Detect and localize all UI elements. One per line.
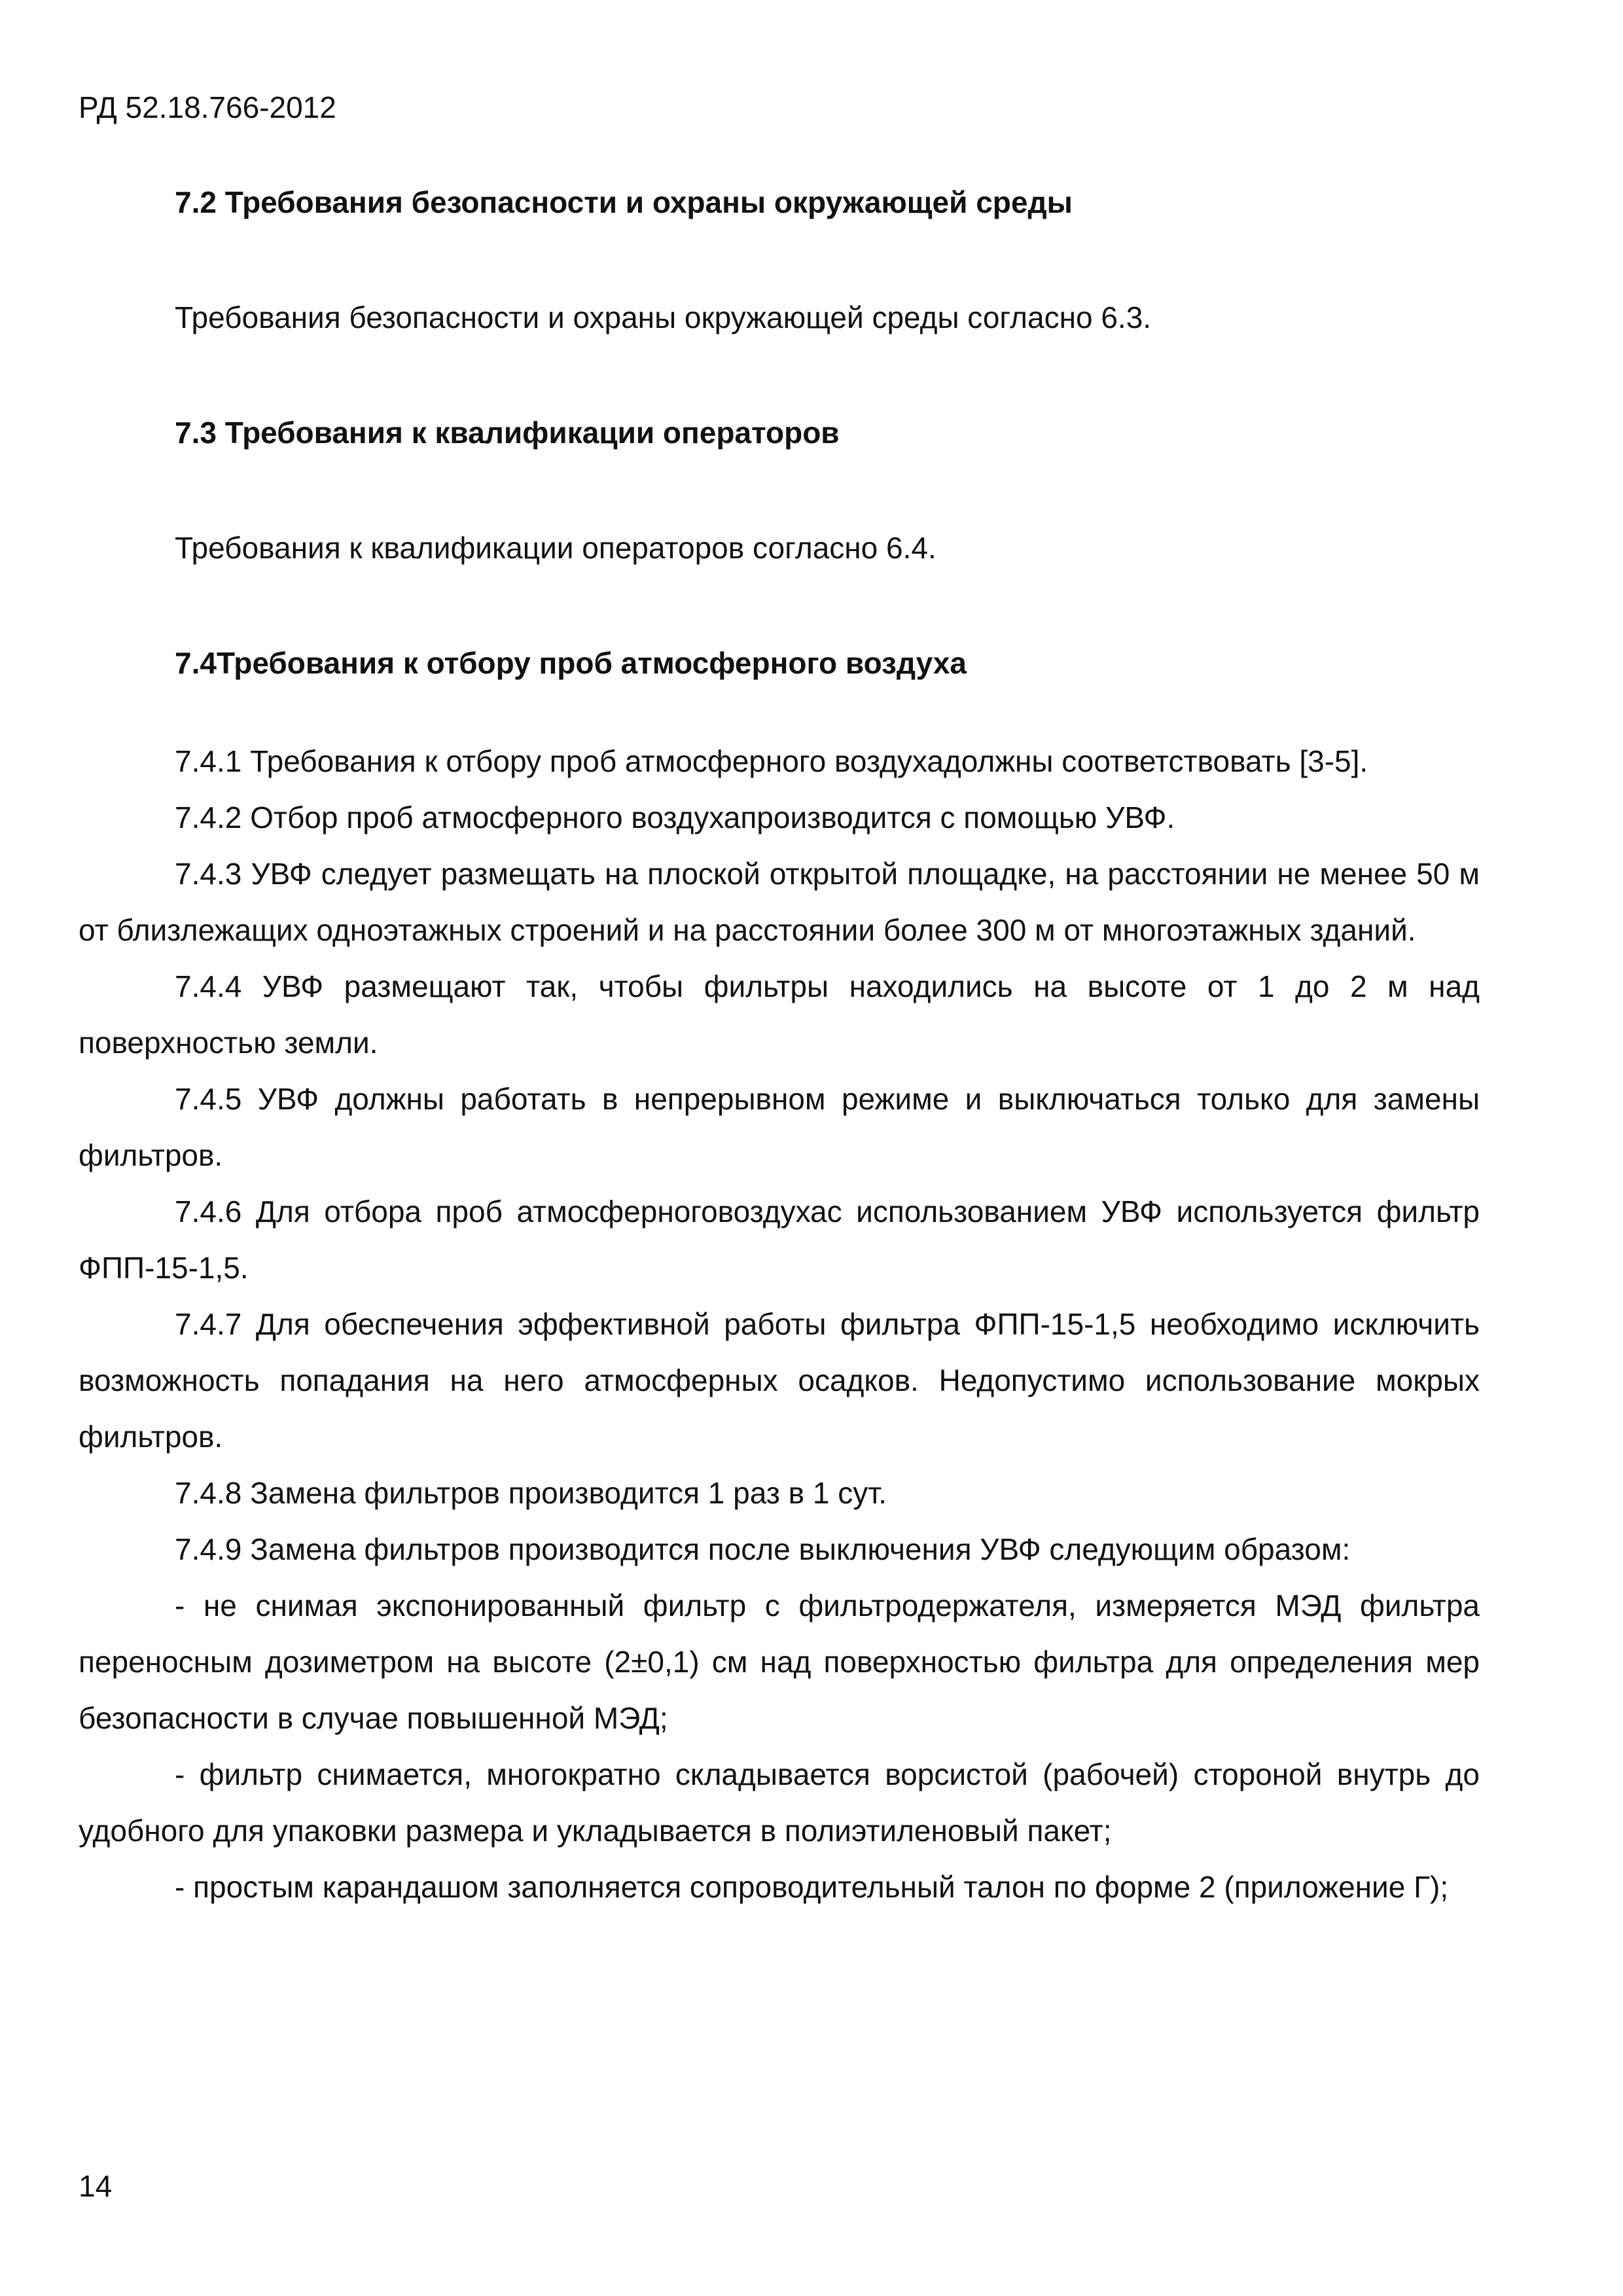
section-7-2-heading: 7.2 Требования безопасности и охраны окружающей среды	[175, 185, 1073, 219]
paragraph-7-4-5: 7.4.5 УВФ должны работать в непрерывном режиме и выключаться только для замены фильтров.	[79, 1082, 1480, 1172]
section-7-3-text: Требования к квалификации операторов согласно 6.4.	[175, 531, 936, 565]
paragraph-7-4-8: 7.4.8 Замена фильтров производится 1 раз в 1 сут.	[175, 1476, 887, 1510]
paragraph-7-4-1: 7.4.1 Требования к отбору проб атмосферного воздухадолжны соответствовать [3-5].	[175, 744, 1368, 778]
paragraph-7-4-9: 7.4.9 Замена фильтров производится после выключения УВФ следующим образом:	[175, 1532, 1351, 1566]
paragraph-7-4-3: 7.4.3 УВФ следует размещать на плоской открытой площадке, на расстоянии не менее 50 м от близлежащих одноэтажных строений и на расстоянии более 300 м от многоэтажных зданий.	[79, 857, 1480, 947]
page-number: 14	[79, 2169, 113, 2203]
list-item-fill-ticket: - простым карандашом заполняется сопроводительный талон по форме 2 (приложение Г);	[175, 1870, 1449, 1904]
paragraph-7-4-6: 7.4.6 Для отбора проб атмосферноговоздухас использованием УВФ используется фильтр ФПП-15-1,5.	[79, 1194, 1480, 1285]
document-code: РД 52.18.766-2012	[79, 90, 336, 124]
section-7-3-heading: 7.3 Требования к квалификации операторов	[175, 416, 840, 450]
document-body	[79, 174, 1480, 1915]
section-7-4-heading: 7.4Требования к отбору проб атмосферного воздуха	[175, 646, 967, 680]
paragraph-7-4-7: 7.4.7 Для обеспечения эффективной работы фильтра ФПП-15-1,5 необходимо исключить возможность попадания на него атмосферных осадков. Недопустимо использование мокрых фильтров.	[79, 1307, 1480, 1454]
paragraph-7-4-2: 7.4.2 Отбор проб атмосферного воздухапроизводится с помощью УВФ.	[175, 800, 1175, 834]
list-item-measure-dose: - не снимая экспонированный фильтр с фильтродержателя, измеряется МЭД фильтра переносным дозиметром на высоте (2±0,1) см над поверхностью фильтра для определения мер безопасности в случае повышенной МЭД;	[79, 1588, 1480, 1735]
section-7-2-text: Требования безопасности и охраны окружающей среды согласно 6.3.	[175, 300, 1152, 334]
paragraph-7-4-4: 7.4.4 УВФ размещают так, чтобы фильтры находились на высоте от 1 до 2 м над поверхностью земли.	[79, 969, 1480, 1060]
list-item-fold-filter: - фильтр снимается, многократно складывается ворсистой (рабочей) стороной внутрь до удобного для упаковки размера и укладывается в полиэтиленовый пакет;	[79, 1757, 1480, 1848]
